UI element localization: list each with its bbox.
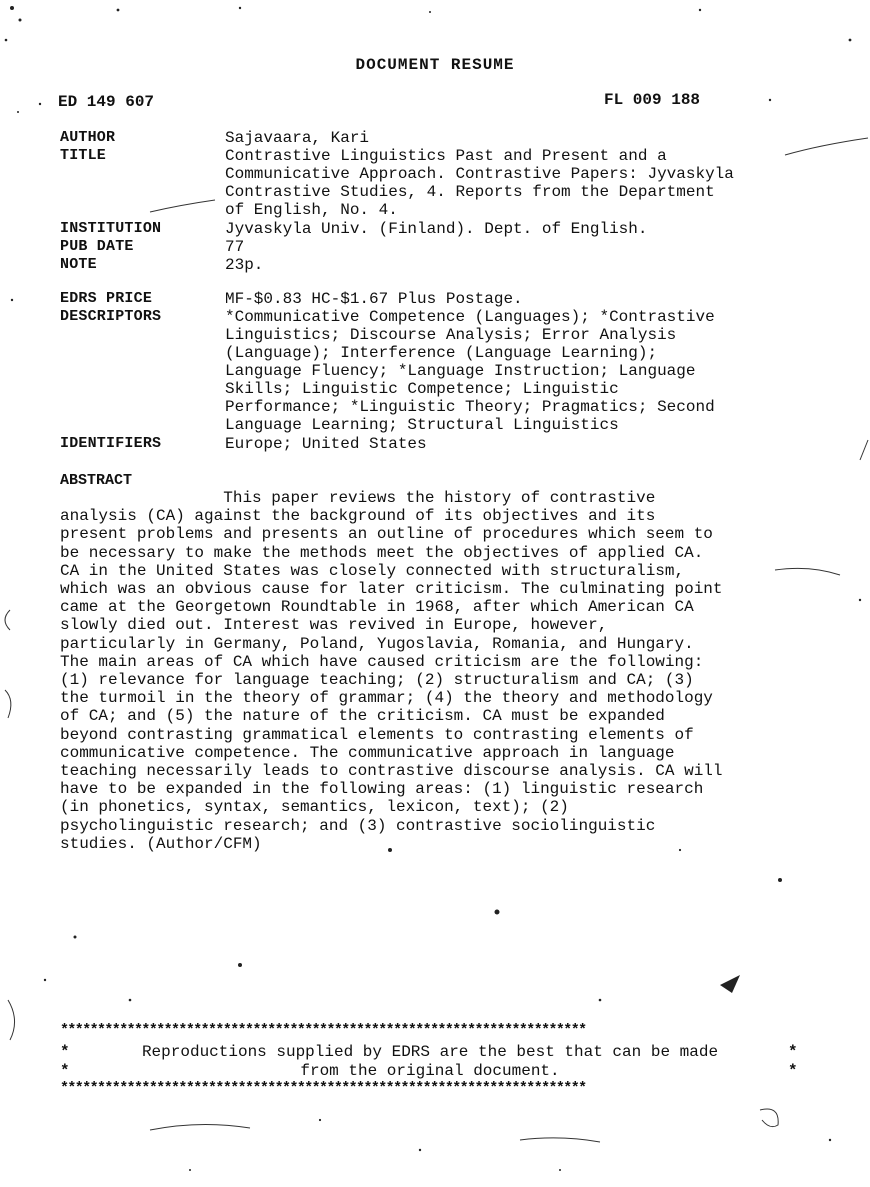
field-label: NOTE (60, 256, 97, 273)
field-label: TITLE (60, 147, 107, 164)
star-left: * (60, 1043, 70, 1061)
field-label: DESCRIPTORS (60, 308, 162, 325)
field-value: Sajavaara, Kari (225, 129, 370, 147)
abstract-label: ABSTRACT (60, 472, 133, 489)
field-value: 23p. (225, 256, 264, 274)
reproduction-notice (60, 1022, 800, 1097)
reproduction-line-1: Reproductions supplied by EDRS are the best that can be made (141, 1043, 719, 1061)
field-label: PUB DATE (60, 238, 134, 255)
star-right: * (788, 1043, 798, 1061)
field-value: Jyvaskyla Univ. (Finland). Dept. of English. (225, 220, 648, 238)
reproduction-line-2: from the original document. (300, 1062, 560, 1080)
ed-number: ED 149 607 (58, 93, 155, 111)
star-rule-top: *********************************************************************** (60, 1022, 586, 1039)
star-right: * (788, 1062, 798, 1080)
field-value: Europe; United States (225, 435, 427, 453)
field-value: Contrastive Linguistics Past and Present and a Communicative Approach. Contrastive Papers: Jyvaskyla Contrastive Studies, 4. Reports from the Department of English, No. 4. (225, 147, 734, 219)
field-label: EDRS PRICE (60, 290, 153, 307)
field-value: MF-$0.83 HC-$1.67 Plus Postage. (225, 290, 523, 308)
fl-number: FL 009 188 (604, 91, 701, 109)
field-label: IDENTIFIERS (60, 435, 162, 452)
star-left: * (60, 1062, 70, 1080)
field-label: INSTITUTION (60, 220, 162, 237)
field-value: 77 (225, 238, 245, 256)
abstract-text: This paper reviews the history of contrastive analysis (CA) against the background of its objectives and its present problems and presents an outline of procedures which seem to be necessary to make the methods meet the objectives of applied CA. CA in the United States was closely connected with structuralism, which was an obvious cause for later criticism. The culminating point came at the Georgetown Roundtable in 1968, after which American CA slowly died out. Interest was revived in Europe, however, particularly in Germany, Poland, Yugoslavia, Romania, and Hungary. The main areas of CA which have caused criticism are the following: (1) relevance for language teaching; (2) structuralism and CA; (3) the turmoil in the theory of grammar; (4) the theory and methodology of CA; and (5) the nature of the criticism. CA must be expanded beyond contrasting grammatical elements to contrasting elements of communicative competence. The communicative approach in language teaching necessarily leads to contrastive discourse analysis. CA will have to be expanded in the following areas: (1) linguistic research (in phonetics, syntax, semantics, lexicon, text); (2) psycholinguistic research; and (3) contrastive sociolinguistic studies. (Author/CFM) (60, 489, 723, 853)
document-title: DOCUMENT RESUME (355, 56, 515, 74)
star-rule-bottom: *********************************************************************** (60, 1080, 586, 1097)
field-value: *Communicative Competence (Languages); *Contrastive Linguistics; Discourse Analysis; Error Analysis (Language); Interference (Language Learning); Language Fluency; *Language Instruction; Language Skills; Linguistic Competence; Linguistic Performance; *Linguistic Theory; Pragmatics; Second Language Learning; Structural Linguistics (225, 308, 715, 434)
field-label: AUTHOR (60, 129, 116, 146)
